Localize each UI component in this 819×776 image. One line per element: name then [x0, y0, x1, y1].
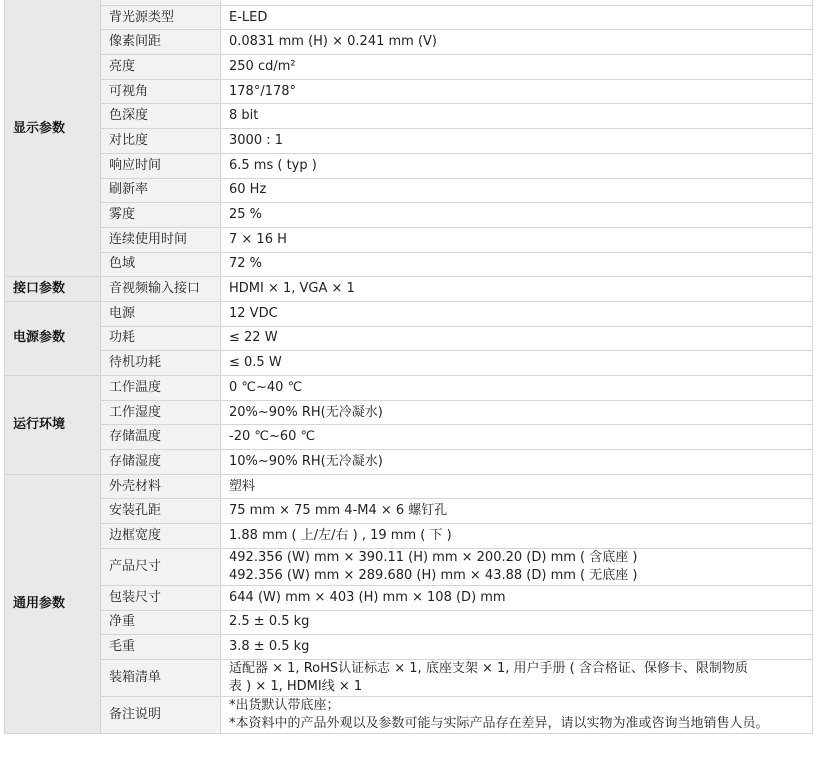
spec-row	[5, 277, 813, 302]
spec-row	[5, 499, 813, 524]
spec-key: 备注说明	[101, 696, 221, 733]
spec-key: 亮度	[101, 55, 221, 80]
spec-key: 产品尺寸	[101, 548, 221, 585]
category-cell: 运行环境	[5, 376, 101, 475]
spec-value	[221, 351, 813, 376]
spec-value	[221, 326, 813, 351]
spec-value-line: 适配器 × 1, RoHS认证标志 × 1, 底座支架 × 1, 用户手册 ( 含合格证、保修卡、限制物质	[229, 660, 748, 676]
spec-value	[221, 499, 813, 524]
spec-row	[5, 524, 813, 549]
spec-value	[221, 79, 813, 104]
spec-value-line: 10%~90% RH(无冷凝水)	[229, 453, 383, 469]
spec-value	[221, 203, 813, 228]
spec-row	[5, 585, 813, 610]
spec-row	[5, 326, 813, 351]
spec-row	[5, 635, 813, 660]
spec-row	[5, 178, 813, 203]
spec-row	[5, 129, 813, 154]
spec-value-line: ≤ 0.5 W	[229, 355, 282, 371]
spec-row	[5, 203, 813, 228]
spec-key: 色深度	[101, 104, 221, 129]
spec-key: 净重	[101, 610, 221, 635]
spec-value-line: 60 Hz	[229, 182, 267, 198]
spec-value	[221, 277, 813, 302]
spec-value	[221, 252, 813, 277]
spec-value-line: 塑料	[229, 478, 256, 494]
spec-key: 雾度	[101, 203, 221, 228]
spec-value-line: 20%~90% RH(无冷凝水)	[229, 404, 383, 420]
spec-row	[5, 227, 813, 252]
category-cell: 电源参数	[5, 301, 101, 375]
spec-value-line: -20 ℃~60 ℃	[229, 429, 316, 445]
spec-value	[221, 450, 813, 475]
spec-row	[5, 696, 813, 733]
spec-key: 外壳材料	[101, 474, 221, 499]
spec-value	[221, 400, 813, 425]
spec-table	[4, 0, 813, 734]
spec-value-line: *出货默认带底座；	[229, 697, 340, 713]
spec-value-line: HDMI × 1, VGA × 1	[229, 281, 355, 297]
spec-value-line: 1.88 mm ( 上/左/右 ) , 19 mm ( 下 )	[229, 527, 452, 543]
spec-key: 连续使用时间	[101, 227, 221, 252]
spec-value	[221, 585, 813, 610]
spec-value	[221, 610, 813, 635]
spec-value	[221, 635, 813, 660]
spec-value-line: 25 %	[229, 207, 263, 223]
spec-value	[221, 301, 813, 326]
spec-row	[5, 659, 813, 696]
spec-value	[221, 30, 813, 55]
spec-value	[221, 376, 813, 401]
spec-value-line: 2.5 ± 0.5 kg	[229, 614, 310, 630]
spec-value	[221, 5, 813, 30]
spec-key: 功耗	[101, 326, 221, 351]
spec-row	[5, 55, 813, 80]
spec-value	[221, 425, 813, 450]
spec-value	[221, 659, 813, 696]
spec-key: 待机功耗	[101, 351, 221, 376]
category-cell: 接口参数	[5, 277, 101, 302]
spec-key: 刷新率	[101, 178, 221, 203]
spec-value-line: 3000 : 1	[229, 132, 283, 148]
spec-value-line: 492.356 (W) mm × 390.11 (H) mm × 200.20 (D) mm ( 含底座 )	[229, 549, 638, 565]
spec-key: 存储湿度	[101, 450, 221, 475]
spec-row	[5, 301, 813, 326]
spec-value-line: 178°/178°	[229, 83, 297, 99]
spec-key: 安装孔距	[101, 499, 221, 524]
spec-row	[5, 400, 813, 425]
spec-value-line: 0.0831 mm (H) × 0.241 mm (V)	[229, 34, 437, 50]
spec-row	[5, 153, 813, 178]
spec-value-line: 75 mm × 75 mm 4-M4 × 6 螺钉孔	[229, 503, 448, 519]
spec-key: 工作湿度	[101, 400, 221, 425]
spec-value-line: ≤ 22 W	[229, 330, 278, 346]
spec-value-line: 3.8 ± 0.5 kg	[229, 639, 310, 655]
category-cell: 显示参数	[5, 0, 101, 277]
spec-row	[5, 376, 813, 401]
spec-row	[5, 450, 813, 475]
spec-key: 背光源类型	[101, 5, 221, 30]
spec-row	[5, 425, 813, 450]
spec-key: 色域	[101, 252, 221, 277]
spec-key: 装箱清单	[101, 659, 221, 696]
spec-value	[221, 153, 813, 178]
spec-row	[5, 610, 813, 635]
spec-value	[221, 55, 813, 80]
spec-value-line: 7 × 16 H	[229, 231, 287, 247]
spec-key: 音视频输入接口	[101, 277, 221, 302]
spec-value-line: 12 VDC	[229, 305, 278, 321]
spec-row	[5, 351, 813, 376]
spec-value-line: 72 %	[229, 256, 263, 272]
spec-key: 像素间距	[101, 30, 221, 55]
spec-value-line: 8 bit	[229, 108, 259, 124]
spec-key: 响应时间	[101, 153, 221, 178]
spec-value	[221, 474, 813, 499]
spec-table-body	[5, 0, 813, 733]
spec-key: 电源	[101, 301, 221, 326]
spec-row	[5, 252, 813, 277]
spec-value	[221, 524, 813, 549]
spec-row	[5, 30, 813, 55]
spec-key: 可视角	[101, 79, 221, 104]
spec-row	[5, 474, 813, 499]
spec-row	[5, 79, 813, 104]
spec-value	[221, 696, 813, 733]
spec-key: 工作温度	[101, 376, 221, 401]
spec-row	[5, 104, 813, 129]
spec-value-line: 0 ℃~40 ℃	[229, 379, 303, 395]
spec-value	[221, 129, 813, 154]
spec-value	[221, 104, 813, 129]
spec-key: 存储温度	[101, 425, 221, 450]
spec-row	[5, 548, 813, 585]
spec-value-line: 644 (W) mm × 403 (H) mm × 108 (D) mm	[229, 589, 506, 605]
spec-value-line: 492.356 (W) mm × 289.680 (H) mm × 43.88 (D) mm ( 无底座 )	[229, 567, 638, 583]
spec-value-line: *本资料中的产品外观以及参数可能与实际产品存在差异，请以实物为准或咨询当地销售人员。	[229, 715, 769, 731]
spec-value-line: 表 ) × 1, HDMI线 × 1	[229, 678, 363, 694]
spec-row	[5, 5, 813, 30]
spec-value-line: 6.5 ms ( typ )	[229, 157, 317, 173]
spec-key: 边框宽度	[101, 524, 221, 549]
spec-value	[221, 178, 813, 203]
spec-key: 对比度	[101, 129, 221, 154]
spec-value-line: 250 cd/m²	[229, 58, 296, 74]
spec-key: 毛重	[101, 635, 221, 660]
spec-value	[221, 227, 813, 252]
spec-value-line: E-LED	[229, 9, 268, 25]
spec-key: 包装尺寸	[101, 585, 221, 610]
spec-value	[221, 548, 813, 585]
category-cell: 通用参数	[5, 474, 101, 733]
